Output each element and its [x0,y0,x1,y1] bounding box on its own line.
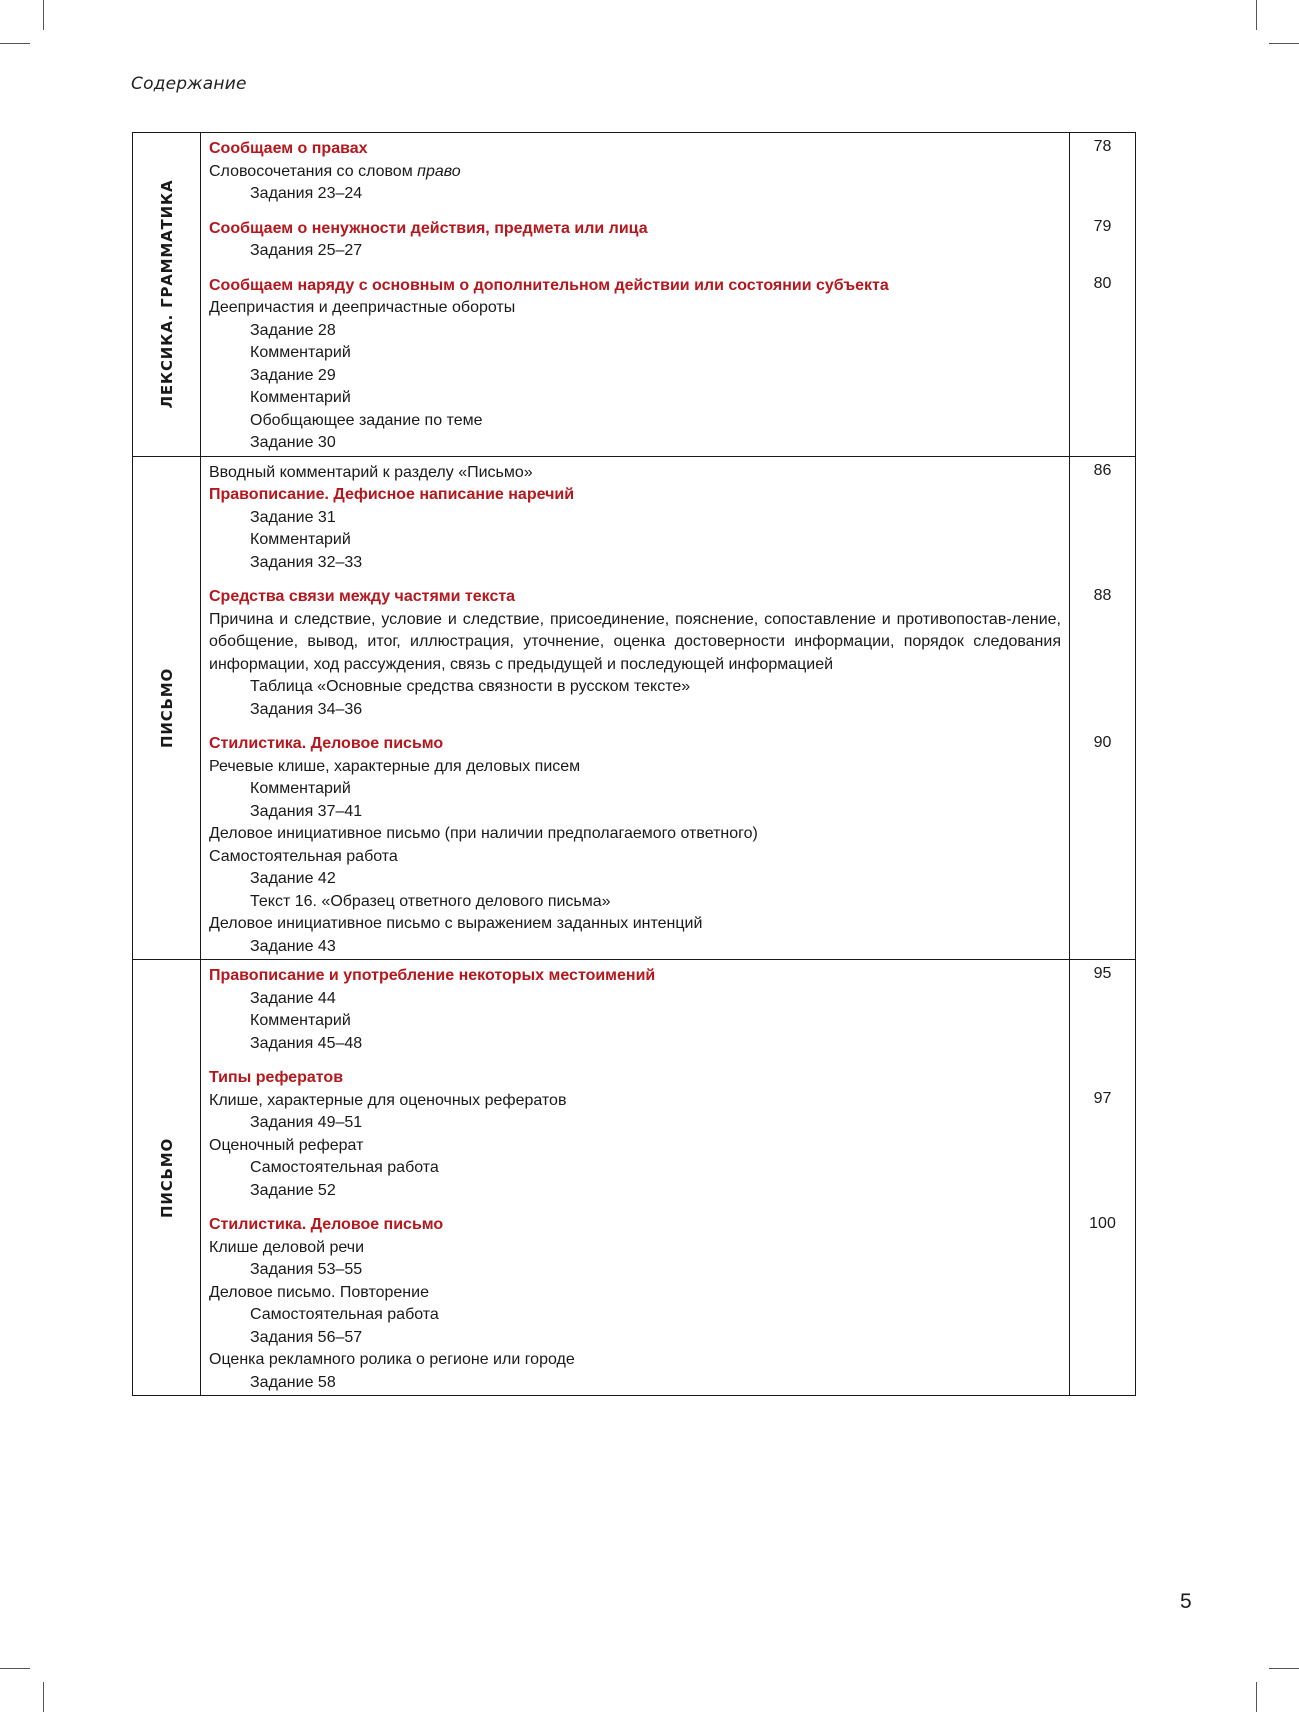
block-title[interactable]: Правописание. Дефисное написание наречий [209,486,575,503]
page-number: 100 [1089,1215,1116,1232]
toc-subline: Задание 44 [250,989,336,1007]
toc-subline: Комментарий [250,780,351,797]
toc-subline: Задания 49–51 [250,1114,363,1131]
toc-subline: Самостоятельная работа [250,1306,439,1323]
toc-subline: Задание 43 [250,937,336,955]
page-number: 78 [1093,138,1112,155]
section-side [133,960,201,1395]
crop-mark [1256,0,1257,30]
toc-line: Клише, характерные для оценочных рефератов [209,1091,567,1109]
page-column [1070,960,1135,1395]
toc-block [209,462,1061,575]
toc-line: Деепричастия и деепричастные обороты [209,299,516,316]
block-title[interactable]: Стилистика. Деловое письмо [209,735,444,752]
page-number: 86 [1093,461,1112,479]
toc-subline: Задание 42 [250,870,336,887]
toc-block [209,218,1061,263]
crop-mark [43,1682,44,1712]
page-column [1070,457,1135,960]
toc-line: Деловое инициативное письмо (при наличии предполагаемого ответного) [209,825,758,842]
toc-block [209,733,1061,958]
toc-subline: Таблица «Основные средства связности в русском тексте» [250,678,691,695]
toc-block [209,275,1061,455]
toc-line: Оценочный реферат [209,1136,364,1154]
toc-block [209,138,1061,206]
toc-subline: Задания 34–36 [250,700,363,718]
section-side [133,457,201,960]
toc-line: Оценка рекламного ролика о регионе или городе [209,1351,575,1368]
toc-subline: Задания 23–24 [250,185,363,202]
toc-line [209,161,1061,184]
crop-mark [0,43,30,44]
toc-line: Деловое инициативное письмо с выражением заданных интенций [209,915,703,932]
crop-mark [1269,1668,1299,1669]
toc-subline: Комментарий [250,344,351,361]
page-number: 88 [1093,586,1112,604]
toc-subline: Задание 30 [250,434,336,451]
page-folio: 5 [1180,1590,1192,1613]
section-label: ЛЕКСИКА. ГРАММАТИКА [157,179,176,409]
toc-subline: Текст 16. «Образец ответного делового письма» [250,892,611,910]
table-of-contents [132,132,1136,1396]
toc-paragraph: Причина и следствие, условие и следствие, присоединение, пояснение, сопоставление и противопостав-ление, обобщение, вывод, итог, иллюстрация, уточнение, оценка достоверности информации, порядок следования информации, ход рассуждения, связь с предыдущей и последующей информацией [209,610,1061,673]
section-side [133,133,201,456]
toc-section [132,960,1136,1396]
block-title[interactable]: Сообщаем о правах [209,140,368,157]
section-content [201,133,1070,456]
page-number: 79 [1093,218,1112,235]
toc-subline: Обобщающее задание по теме [250,411,483,429]
section-content [201,960,1070,1395]
toc-line: Самостоятельная работа [209,847,398,865]
toc-subline: Комментарий [250,531,351,548]
page-number: 90 [1093,733,1112,751]
toc-line: Клише деловой речи [209,1238,365,1256]
block-title[interactable]: Стилистика. Деловое письмо [209,1216,444,1233]
crop-mark [0,1668,30,1669]
toc-block [209,965,1061,1055]
toc-subline: Задание 52 [250,1181,336,1199]
toc-subline: Задания 45–48 [250,1034,363,1052]
line-text: Словосочетания со словом [209,162,418,180]
toc-subline: Задания 53–55 [250,1261,363,1278]
toc-subline: Задание 28 [250,321,336,339]
page-number: 97 [1093,1090,1112,1107]
block-title[interactable]: Правописание и употребление некоторых местоимений [209,967,656,984]
page-number: 80 [1093,275,1112,292]
block-title[interactable]: Типы рефератов [209,1069,344,1086]
block-title[interactable]: Сообщаем о ненужности действия, предмета или лица [209,219,648,237]
toc-subline: Задания 56–57 [250,1328,363,1346]
toc-line: Деловое письмо. Повторение [209,1283,429,1301]
toc-block [209,1214,1061,1394]
toc-block [209,586,1061,721]
toc-section [132,457,1136,961]
block-title[interactable]: Сообщаем наряду с основным о дополнительном действии или состоянии субъекта [209,276,889,294]
toc-subline: Задание 58 [250,1373,336,1391]
crop-mark [1256,1682,1257,1712]
toc-subline: Комментарий [250,1012,351,1029]
block-title[interactable]: Средства связи между частями текста [209,588,516,605]
toc-subline: Задания 25–27 [250,242,363,259]
crop-mark [43,0,44,30]
toc-block [209,1067,1061,1202]
page-number: 95 [1093,965,1112,982]
section-content [201,457,1070,960]
toc-subline: Задания 32–33 [250,553,363,571]
toc-subline: Комментарий [250,389,351,406]
toc-subline: Задание 31 [250,508,336,526]
page-column [1070,133,1135,456]
section-label: ПИСЬМО [157,1137,176,1218]
toc-subline: Задания 37–41 [250,802,363,820]
section-label: ПИСЬМО [157,667,176,748]
running-head: Содержание [131,74,247,94]
line-emphasis: право [417,162,461,180]
toc-line: Вводный комментарий к разделу «Письмо» [209,463,533,481]
toc-section [132,132,1136,457]
toc-subline: Самостоятельная работа [250,1159,439,1176]
crop-mark [1269,43,1299,44]
toc-subline: Задание 29 [250,366,336,384]
toc-line: Речевые клише, характерные для деловых писем [209,757,581,775]
